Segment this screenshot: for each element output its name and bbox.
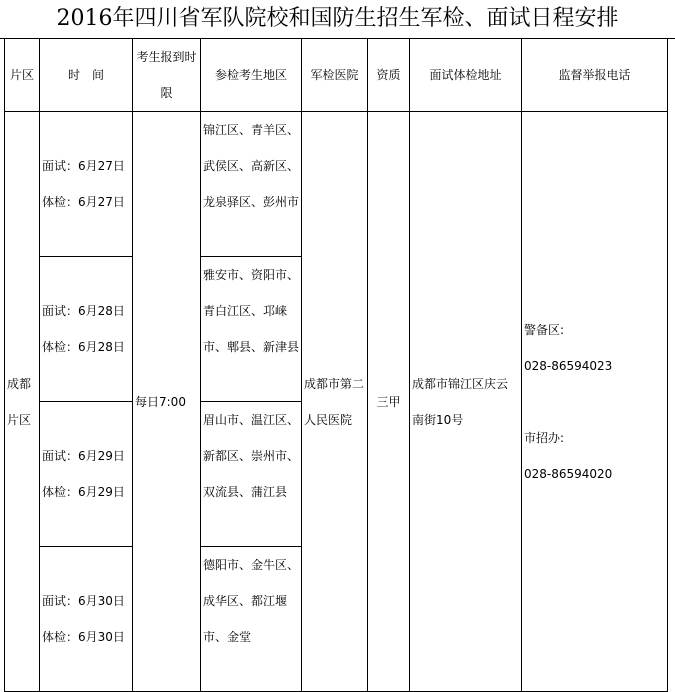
exam-date: 体检：6月29日 bbox=[42, 485, 125, 499]
exam-date: 体检：6月27日 bbox=[42, 195, 125, 209]
schedule-table bbox=[4, 38, 668, 692]
header-regions: 参检考生地区 bbox=[201, 39, 302, 112]
exam-date: 体检：6月28日 bbox=[42, 340, 125, 354]
header-time: 时 间 bbox=[40, 39, 133, 112]
supervisor-label-1: 警备区: bbox=[524, 322, 565, 337]
area-cell: 成都片区 bbox=[5, 112, 40, 692]
regions-cell: 眉山市、温江区、新都区、崇州市、双流县、蒲江县 bbox=[201, 402, 302, 547]
phone-cell bbox=[522, 112, 668, 692]
time-cell bbox=[40, 402, 133, 547]
regions-cell: 锦江区、青羊区、武侯区、高新区、龙泉驿区、彭州市 bbox=[201, 112, 302, 257]
supervisor-phone-2: 028-86594020 bbox=[524, 466, 613, 481]
exam-date: 体检：6月30日 bbox=[42, 630, 125, 644]
time-cell bbox=[40, 547, 133, 692]
arrival-cell: 每日7:00 bbox=[133, 112, 201, 692]
header-area: 片区 bbox=[5, 39, 40, 112]
header-grade: 资质 bbox=[368, 39, 410, 112]
interview-date: 面试：6月28日 bbox=[42, 304, 125, 318]
hospital-cell: 成都市第二人民医院 bbox=[302, 112, 368, 692]
regions-cell: 雅安市、资阳市、青白江区、邛崃市、郫县、新津县 bbox=[201, 257, 302, 402]
header-row bbox=[5, 39, 668, 112]
header-arrival: 考生报到时限 bbox=[133, 39, 201, 112]
interview-date: 面试：6月29日 bbox=[42, 449, 125, 463]
time-cell bbox=[40, 257, 133, 402]
supervisor-phone-1: 028-86594023 bbox=[524, 358, 613, 373]
address-cell: 成都市锦江区庆云南街10号 bbox=[410, 112, 522, 692]
table-row bbox=[5, 112, 668, 257]
grade-cell: 三甲 bbox=[368, 112, 410, 692]
header-hospital: 军检医院 bbox=[302, 39, 368, 112]
time-cell bbox=[40, 112, 133, 257]
page-title: 2016年四川省军队院校和国防生招生军检、面试日程安排 bbox=[0, 0, 675, 39]
header-phone: 监督举报电话 bbox=[522, 39, 668, 112]
supervisor-label-2: 市招办: bbox=[524, 430, 565, 445]
interview-date: 面试：6月27日 bbox=[42, 159, 125, 173]
interview-date: 面试：6月30日 bbox=[42, 594, 125, 608]
regions-cell: 德阳市、金牛区、成华区、都江堰市、金堂 bbox=[201, 547, 302, 692]
header-address: 面试体检地址 bbox=[410, 39, 522, 112]
